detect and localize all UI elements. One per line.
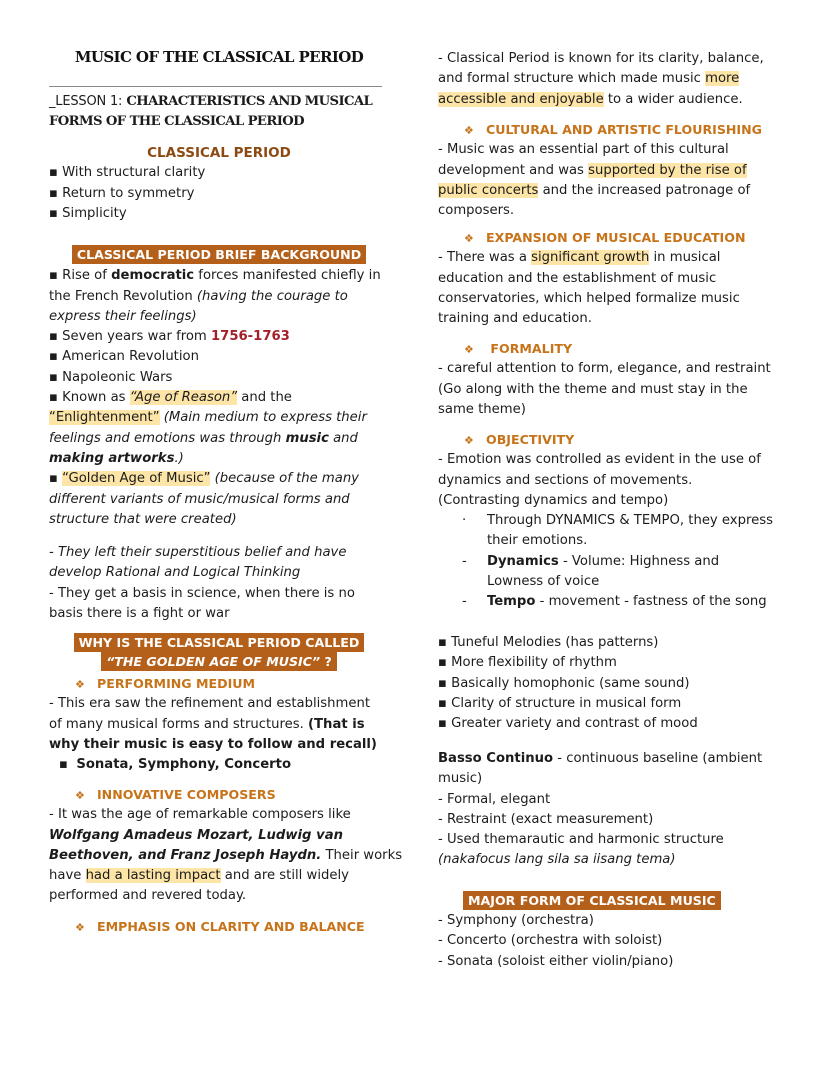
- sub-list-item: · Through DYNAMICS & TEMPO, they express: [462, 513, 773, 529]
- list-item: - Concerto (orchestra with soloist): [438, 933, 663, 949]
- performing-medium-heading: PERFORMING MEDIUM: [97, 676, 256, 691]
- list-item: ▪ American Revolution: [49, 349, 199, 365]
- list-item: ▪ Simplicity: [49, 205, 127, 221]
- highlight: accessible and enjoyable: [438, 91, 604, 107]
- list-item: - Sonata (soloist either violin/piano): [438, 953, 674, 969]
- diamond-icon: ❖: [464, 124, 474, 137]
- bullet-icon: ▪: [49, 268, 58, 284]
- bullet-icon: ▪: [59, 757, 68, 773]
- cultural-heading: CULTURAL AND ARTISTIC FLOURISHING: [486, 122, 762, 137]
- sub-list-item: - Tempo - movement - fastness of the song: [462, 594, 767, 610]
- cultural-section: ❖ CULTURAL AND ARTISTIC FLOURISHING - Music was an essential part of this cultural development and was supported by the rise of public concerts and the increased patronage of composers.: [438, 122, 762, 219]
- highlight: “Golden Age of Music”: [62, 471, 211, 487]
- bullet-icon: ▪: [49, 205, 58, 221]
- highlight: significant growth: [531, 250, 650, 266]
- highlight: had a lasting impact: [85, 868, 221, 884]
- emphasis-body: - Classical Period is known for its clarity, balance, and formal structure which made music more accessible and enjoyable to a wider audience.: [438, 51, 764, 107]
- list-item: ▪ Clarity of structure in musical form: [438, 695, 682, 711]
- bullet-icon: ▪: [438, 655, 447, 671]
- highlight: “Enlightenment”: [49, 410, 160, 426]
- list-item: ▪ Known as “Age of Reason” and the: [49, 390, 292, 406]
- bullet-icon: ▪: [49, 390, 58, 406]
- list-item: ▪ “Golden Age of Music” (because of the many: [49, 471, 359, 487]
- bullet-icon: ▪: [438, 695, 447, 711]
- list-item: ▪ Basically homophonic (same sound): [438, 675, 690, 691]
- formality-heading: FORMALITY: [490, 341, 573, 356]
- bullet-icon: ▪: [438, 635, 447, 650]
- background-section: CLASSICAL PERIOD BRIEF BACKGROUND ▪ Rise of democratic forces manifested chiefly in the French Revolution (having the courage to express their feelings) ▪ Seven years war from 1756-1763 ▪ American Revolution ▪ Napoleonic Wars ▪ Known as “Age of Reason” and the “Enlightenment” (Main medium to express their feelings and emotions was through music and making artworks.) ▪ “Golden Age of Music” (because of the many different variants of music/musical forms and structure that were created) - They left their superstitious belief and have develop Rational and Logical Thinking - They get a basis in science, when there is no basis there is a fight or war: [49, 245, 389, 624]
- highlight: public concerts: [438, 182, 539, 198]
- bullet-icon: ▪: [438, 716, 447, 732]
- highlight: “Age of Reason”: [129, 390, 238, 406]
- classical-period-section: [49, 143, 389, 224]
- traits-section: [438, 633, 788, 734]
- document-title: MUSIC OF THE CLASSICAL PERIOD: [74, 48, 364, 66]
- list-item: ▪ Greater variety and contrast of mood: [438, 716, 698, 732]
- sub-list-item: - Dynamics - Volume: Highness and: [462, 553, 720, 569]
- objectivity-section: ❖ OBJECTIVITY - Emotion was controlled as evident in the use of dynamics and sections of movements. (Contrasting dynamics and tempo) · Through DYNAMICS & TEMPO, they express their emotions. - Dynamics - Volume: Highness and Lowness of voice - Tempo - movement - fastness of the song: [438, 430, 788, 613]
- emphasis-heading: EMPHASIS ON CLARITY AND BALANCE: [97, 919, 365, 934]
- lesson-prefix: _LESSON 1:: [49, 94, 123, 109]
- bullet-icon: ▪: [49, 329, 58, 345]
- innovative-composers-section: ❖ INNOVATIVE COMPOSERS - It was the age of remarkable composers like Wolfgang Amadeus Mozart, Ludwig van Beethoven, and Franz Joseph Haydn. Their works have had a lasting impact and are still widely performed and revered today.: [49, 787, 403, 904]
- list-item: - Symphony (orchestra): [438, 913, 594, 928]
- list-item: ▪ With structural clarity: [49, 165, 206, 181]
- list-item: ▪ Seven years war from 1756-1763: [49, 329, 290, 345]
- lesson-title-line1: CHARACTERISTICS AND MUSICAL: [126, 94, 373, 109]
- classical-period-heading: CLASSICAL PERIOD: [147, 145, 291, 161]
- major-forms-banner: MAJOR FORM OF CLASSICAL MUSIC: [463, 891, 721, 910]
- diamond-icon: ❖: [75, 789, 85, 802]
- lesson-heading: [49, 92, 389, 133]
- major-forms-section: [438, 891, 788, 972]
- bullet-icon: ▪: [438, 675, 447, 691]
- diamond-icon: ❖: [464, 434, 474, 447]
- lesson-title-line2: FORMS OF THE CLASSICAL PERIOD: [49, 114, 305, 130]
- list-item: ▪ Rise of democratic forces manifested chiefly in: [49, 268, 381, 284]
- why-golden-section: [49, 633, 389, 672]
- innovative-composers-heading: INNOVATIVE COMPOSERS: [97, 787, 276, 802]
- background-banner: CLASSICAL PERIOD BRIEF BACKGROUND: [72, 245, 366, 264]
- bullet-icon: ▪: [49, 369, 58, 385]
- basso-continuo-section: Basso Continuo - continuous baseline (ambient music) - Formal, elegant - Restraint (exact measurement) - Used themarautic and harmonic structure (nakafocus lang sila sa iisang tema): [438, 751, 763, 868]
- performing-medium-section: ❖ PERFORMING MEDIUM - This era saw the refinement and establishment of many musical forms and structures. (That is why their music is easy to follow and recall) ▪ Sonata, Symphony, Concerto: [49, 674, 389, 775]
- bullet-icon: ▪: [49, 185, 58, 201]
- list-item: ▪ Sonata, Symphony, Concerto: [59, 757, 292, 773]
- bullet-icon: ▪: [49, 165, 58, 181]
- date-range: 1756-1763: [210, 329, 290, 345]
- title-divider: [49, 86, 382, 87]
- objectivity-heading: OBJECTIVITY: [486, 432, 575, 447]
- list-item: ▪ More flexibility of rhythm: [438, 655, 617, 671]
- list-item: ▪ Return to symmetry: [49, 185, 195, 201]
- emphasis-section: [49, 917, 389, 937]
- highlight: more: [705, 71, 740, 87]
- diamond-icon: ❖: [75, 921, 85, 934]
- why-golden-banner-line2: “THE GOLDEN AGE OF MUSIC” ?: [101, 652, 337, 671]
- bullet-icon: ▪: [49, 349, 58, 365]
- education-heading: EXPANSION OF MUSICAL EDUCATION: [486, 230, 746, 245]
- formality-section: ❖ FORMALITY - careful attention to form, elegance, and restraint (Go along with the theme and must stay in the same theme): [438, 341, 771, 417]
- diamond-icon: ❖: [75, 678, 85, 691]
- why-golden-banner-line1: WHY IS THE CLASSICAL PERIOD CALLED: [74, 633, 365, 652]
- diamond-icon: ❖: [464, 343, 474, 356]
- highlight: supported by the rise of: [588, 162, 747, 178]
- diamond-icon: ❖: [464, 232, 474, 245]
- list-item: ▪ Napoleonic Wars: [49, 369, 173, 385]
- bullet-icon: ▪: [49, 471, 58, 487]
- education-section: ❖ EXPANSION OF MUSICAL EDUCATION - There was a significant growth in musical education and the establishment of music conservatories, which helped formalize music training and education.: [438, 230, 746, 327]
- list-item: ▪ Tuneful Melodies (has patterns): [438, 635, 659, 650]
